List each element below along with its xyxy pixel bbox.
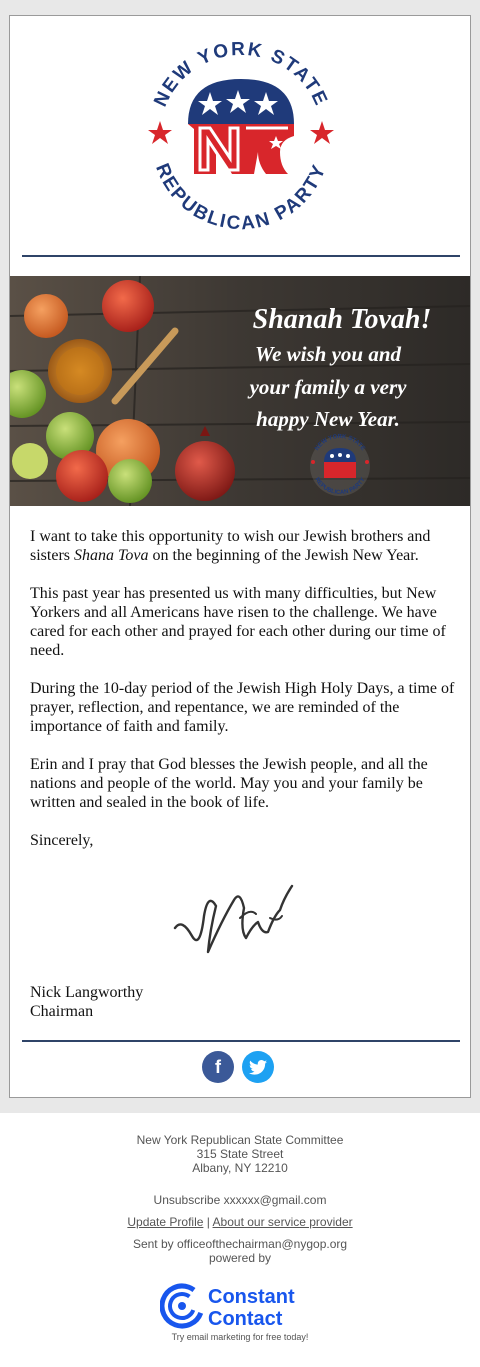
footer-links	[0, 1215, 480, 1229]
email-card	[9, 15, 471, 1098]
letter-closing: Sincerely,	[30, 832, 94, 849]
nygop-logo[interactable]	[138, 24, 344, 249]
banner-seal-icon	[310, 434, 370, 496]
letter-body	[30, 527, 455, 869]
email-footer	[0, 1113, 480, 1367]
footer-org: New York Republican State Committee	[136, 1133, 344, 1147]
svg-text:NEW YORK STATE: NEW YORK STATE	[314, 433, 366, 452]
cc-word-1: Constant	[208, 1286, 295, 1308]
facebook-icon[interactable]: f	[202, 1051, 234, 1083]
constant-contact-logo[interactable]	[160, 1283, 320, 1329]
signer-title: Chairman	[30, 1003, 94, 1020]
twitter-icon[interactable]	[242, 1051, 274, 1083]
divider	[22, 1040, 460, 1042]
banner-line-2: your family a very	[249, 375, 407, 399]
star-icon	[148, 121, 172, 144]
nygop-logo-graphic	[138, 24, 344, 249]
svg-text:REPUBLICAN PARTY: REPUBLICAN PARTY	[313, 476, 367, 497]
letter-paragraph-3: During the 10-day period of the Jewish High Holy Days, a time of prayer, reflection, and repentance, we are reminded of the importance of faith and family.	[30, 680, 455, 735]
banner-headline: Shanah Tovah!	[252, 304, 432, 335]
update-profile-link[interactable]: Update Profile	[127, 1215, 204, 1229]
unsubscribe-link[interactable]: Unsubscribe xxxxxx@gmail.com	[153, 1193, 327, 1207]
divider	[22, 255, 460, 257]
link-separator: |	[206, 1215, 210, 1229]
footer-street: 315 State Street	[196, 1147, 284, 1161]
letter-paragraph-1: I want to take this opportunity to wish our Jewish brothers and sisters Shana Tova on the beginning of the Jewish New Year.	[30, 528, 431, 564]
sent-by-text: Sent by officeofthechairman@nygop.org	[132, 1237, 348, 1251]
signature-image	[170, 878, 300, 958]
logo-text-bottom: REPUBLICAN PARTY	[151, 160, 331, 235]
logo-text-top: NEW YORK STATE	[150, 38, 332, 111]
letter-paragraph-2: This past year has presented us with many difficulties, but New Yorkers and all Americans have risen to the challenge. We have cared for each other and prayed for each other during our time of need.	[30, 585, 446, 659]
cc-tagline-link[interactable]: Try email marketing for free today!	[171, 1332, 309, 1342]
footer-city: Albany, NY 12210	[192, 1161, 288, 1175]
banner-line-3: happy New Year.	[256, 407, 400, 431]
banner-line-1: We wish you and	[254, 342, 402, 366]
cc-word-2: Contact	[208, 1308, 283, 1329]
shanah-tovah-banner[interactable]	[10, 276, 470, 506]
banner-graphic	[10, 276, 470, 506]
powered-by-text: powered by	[208, 1251, 272, 1265]
shana-tova-emphasis: Shana Tova	[74, 547, 149, 564]
star-icon	[310, 121, 334, 144]
signer-block	[30, 983, 143, 1021]
about-provider-link[interactable]: About our service provider	[212, 1215, 353, 1229]
signer-name: Nick Langworthy	[30, 984, 144, 1001]
letter-paragraph-4: Erin and I pray that God blesses the Jewish people, and all the nations and people of the world. May you and your family be written and sealed in the book of life.	[30, 756, 428, 811]
